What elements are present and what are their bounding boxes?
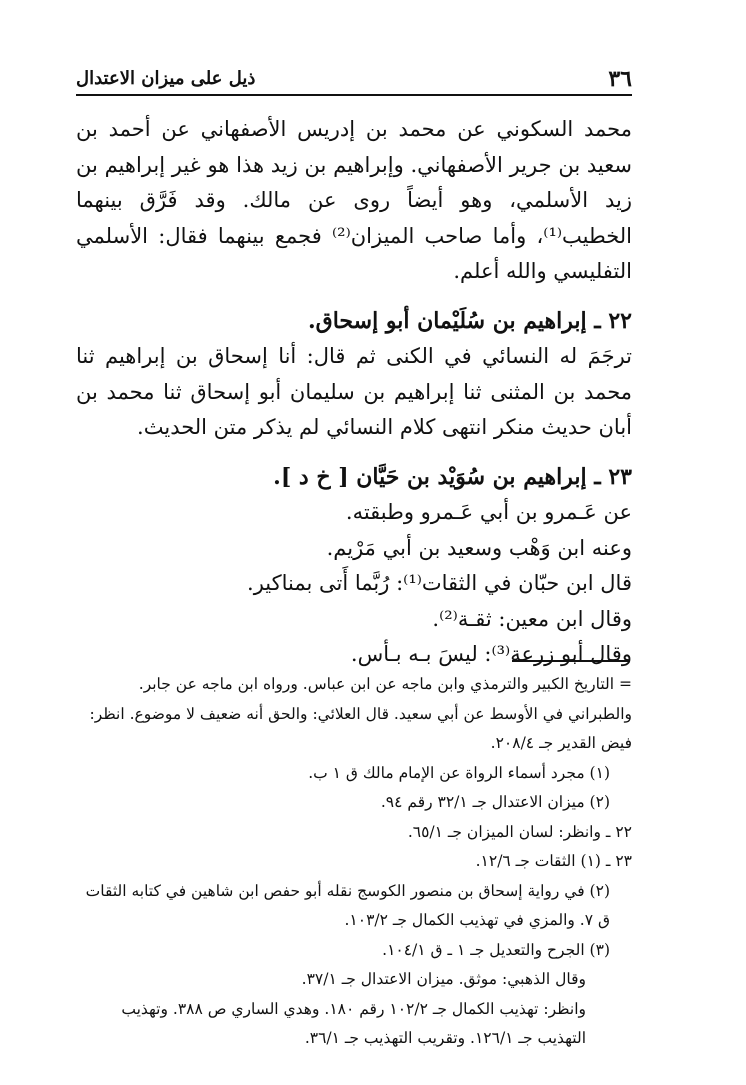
continued-paragraph: محمد السكوني عن محمد بن إدريس الأصفهاني عن أحمد بن سعيد بن جرير الأصفهاني. وإبراهيم بن زيد هذا هو غير إبراهيم بن زيد الأسلمي، وهو أيضاً روى عن مالك. وقد فَرَّق بينهما الخطيب⁽¹⁾، وأما صاحب الميزان⁽²⁾ فجمع بينهما فقال: الأسلمي التفليسي والله أعلم. [76, 117, 632, 283]
entry-23-line: وعنه ابن وَهْب وسعيد بن أبي مَرْيم. [326, 535, 632, 560]
footnote-2: (٢) ميزان الاعتدال جـ ٣٢/١ رقم ٩٤. [380, 793, 610, 811]
page-number: ٣٦ [608, 66, 632, 92]
footnote-entry-23-4: وقال الذهبي: موثق. ميزان الاعتدال جـ ٣٧/١. [301, 970, 586, 988]
main-text [76, 112, 632, 673]
entry-23-line: قال ابن حبّان في الثقات⁽¹⁾: رُبَّما أَتى بمناكير. [247, 571, 632, 595]
footnote-1: (١) مجرد أسماء الرواة عن الإمام مالك ق ١ ب. [308, 763, 610, 782]
footnote-entry-23-2: (٢) في رواية إسحاق بن منصور الكوسج نقله أبو حفص ابن شاهين في كتابه الثقات ق ٧. والمزي في تهذيب الكمال جـ ١٠٣/٢. [85, 881, 610, 929]
footnote-entry-23-1: ٢٣ ـ (١) الثقات جـ ١٢/٦. [475, 852, 632, 870]
entry-23-title: ٢٣ ـ إبراهيم بن سُوَيْد بن حَيَّان [ خ د ]. [273, 463, 632, 490]
entry-22-title: ٢٢ ـ إبراهيم بن سُلَيْمان أبو إسحاق. [308, 307, 632, 334]
entry-23-line: وقال أبو زرعة⁽³⁾: ليسَ بـه بـأس. [350, 642, 632, 666]
footnote-continuation: = التاريخ الكبير والترمذي وابن ماجه عن ابن عباس. ورواه ابن ماجه عن جابر. والطبراني في الأوسط عن أبي سعيد. قال العلائي: والحق أنه ضعيف لا موضوع. انظر: فيض القدير جـ ٢٠٨/٤. [89, 675, 632, 752]
page-header [76, 60, 632, 96]
entry-23-line: وقال ابن معين: ثقـة⁽²⁾. [432, 606, 632, 631]
entry-23-line: عن عَـمرو بن أبي عَـمرو وطبقته. [345, 500, 632, 524]
footnote-entry-22: ٢٢ ـ وانظر: لسان الميزان جـ ٦٥/١. [407, 822, 632, 841]
footnote-entry-23-3: (٣) الجرح والتعديل جـ ١ ـ ق ١٠٤/١. [382, 940, 610, 959]
entry-22-text: ترجَمَ له النسائي في الكنى ثم قال: أنا إسحاق بن إبراهيم ثنا محمد بن المثنى ثنا إبراهيم بن سليمان أبو إسحاق ثنا محمد بن أبان حديث منكر انتهى كلام النسائي لم يذكر متن الحديث. [76, 344, 632, 439]
footnote-divider [512, 660, 630, 662]
footnote-entry-23-5: وانظر: تهذيب الكمال جـ ١٠٢/٢ رقم ١٨٠. وهدي الساري ص ٣٨٨. وتهذيب التهذيب جـ ١٢٦/١. وتقريب التهذيب جـ ٣٦/١. [121, 999, 586, 1047]
running-title: ذيل على ميزان الاعتدال [76, 68, 256, 89]
footnotes [76, 670, 632, 1054]
